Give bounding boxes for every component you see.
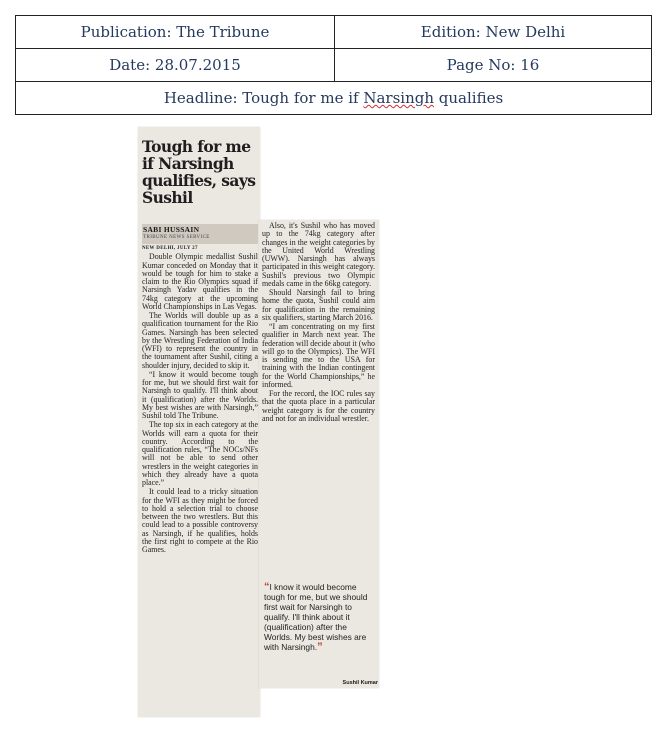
article-headline: Tough for me if Narsingh qualifies, says Sushil: [142, 137, 256, 207]
info-row: [16, 49, 652, 82]
close-quote-mark: ”: [317, 641, 323, 653]
pull-quote: [264, 582, 377, 652]
info-row: [16, 82, 652, 115]
date-cell: Date: 28.07.2015: [16, 49, 335, 82]
paragraph: The Worlds will double up as a qualification tournament for the Rio Games. Narsingh has been selected by the Wrestling Federation of India (WFI) to represent the country in the tournament after Sushil, citing a shoulder injury, decided to skip it.: [142, 311, 258, 370]
headline-name: Narsingh: [363, 89, 435, 107]
headline-suffix: qualifies: [434, 89, 504, 107]
dateline: NEW DELHI, JULY 27: [142, 246, 198, 251]
info-row: [16, 16, 652, 49]
paragraph: For the record, the IOC rules say that the quota place in a particular weight category is for the country and not for an individual wrestler.: [262, 389, 375, 423]
paragraph: The top six in each category at the Worlds will earn a quota for their country. According to the qualification rules, “The NOCs/NFs will not be able to send other wrestlers in the weight categories in which they already have a quota place.”: [142, 420, 258, 487]
article-body-column-2: [262, 222, 375, 424]
paragraph: It could lead to a tricky situation for the WFI as they might be forced to hold a selection trial to choose between the two wrestlers. But this could lead to a possible controversy as Narsingh, if he qualifies, holds the first right to compete at the Rio Games.: [142, 487, 258, 554]
pull-quote-text: I know it would become tough for me, but we should first wait for Narsingh to qualify. I'll think about it (qualification) after the Worlds. My best wishes are with Narsingh.: [264, 582, 368, 652]
article-byline: SABI HUSSAIN: [143, 225, 200, 234]
paragraph: “I am concentrating on my first qualifier in March next year. The federation will decide about it (who will go to the Olympics). The WFI is sending me to the USA for training with the Indian contingent for the World Championships,” he informed.: [262, 322, 375, 389]
open-quote-mark: “: [264, 581, 270, 593]
paragraph: Also, it's Sushil who has moved up to the 74kg category after changes in the weight categories by the United World Wrestling (UWW). Narsingh has always participated in this weight category. Sushil's previous two Olympic medals came in the 66kg category.: [262, 221, 375, 288]
headline-prefix: Headline: Tough for me if: [163, 89, 364, 107]
news-service: TRIBUNE NEWS SERVICE: [143, 235, 210, 240]
paragraph: “I know it would become tough for me, but we should first wait for Narsingh to qualify. I'll think about it (qualification) after the Worlds. My best wishes are with Narsingh,” Sushil told The Tribune.: [142, 369, 258, 420]
clipping-info-table: [15, 15, 652, 115]
page-number-cell: Page No: 16: [335, 49, 652, 82]
paragraph: Double Olympic medallist Sushil Kumar conceded on Monday that it would be tough for him to stake a claim to the Rio Olympics squad if Narsingh Yadav qualifies in the 74kg category at the upcoming World Championships in Las Vegas.: [142, 252, 258, 311]
edition-cell: Edition: New Delhi: [335, 16, 652, 49]
paragraph: Should Narsingh fail to bring home the quota, Sushil could aim for qualification in the remaining six qualifiers, starting March 2016.: [262, 288, 375, 322]
headline-cell: [16, 82, 652, 115]
article-body-column-1: [142, 245, 258, 555]
pull-quote-source: Sushil Kumar: [342, 680, 378, 686]
publication-cell: Publication: The Tribune: [16, 16, 335, 49]
